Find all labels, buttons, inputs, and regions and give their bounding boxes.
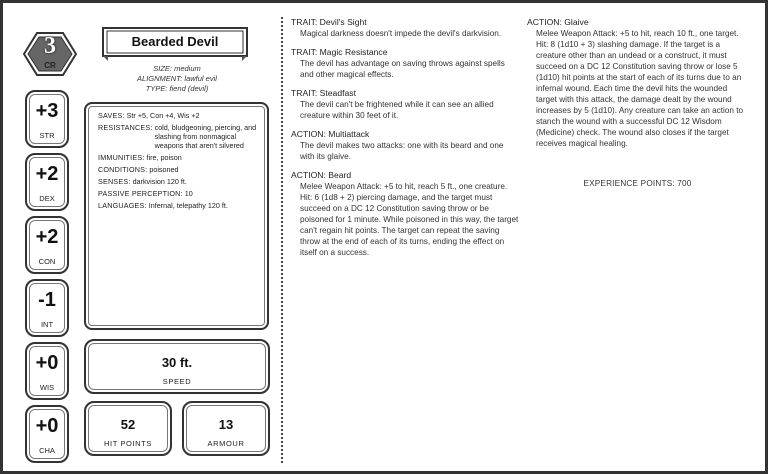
ability-label: DEX <box>39 194 55 203</box>
property-row <box>98 153 261 162</box>
hit-points-label: HIT POINTS <box>104 439 152 448</box>
ability-con <box>25 216 69 274</box>
action-heading: ACTION: Multiattack <box>291 129 370 139</box>
speed-box <box>84 339 270 394</box>
speed-label: SPEED <box>162 377 192 386</box>
property-value: darkvision 120 ft. <box>132 177 187 186</box>
property-value: fire, poison <box>146 153 182 162</box>
ability-label: STR <box>39 131 55 140</box>
property-key: SAVES: <box>98 111 125 120</box>
challenge-rating-value: 3 <box>44 33 56 59</box>
ability-modifier: +3 <box>35 100 59 122</box>
ability-modifier: -1 <box>38 289 56 311</box>
type-line: TYPE: fiend (devil) <box>145 84 209 93</box>
property-value: Infernal, telepathy 120 ft. <box>148 201 228 210</box>
ability-label: INT <box>40 320 54 329</box>
property-row <box>98 201 261 210</box>
property-value: poisoned <box>149 165 179 174</box>
trait-heading: TRAIT: Steadfast <box>291 88 356 98</box>
challenge-rating-label: CR <box>44 61 56 70</box>
property-value: 10 <box>184 189 193 198</box>
trait-text: The devil has advantage on saving throws against spells and other magical effects. <box>300 59 505 79</box>
action-block <box>291 170 519 258</box>
ability-modifier: +0 <box>35 352 59 374</box>
ability-str <box>25 90 69 148</box>
armour-label: ARMOUR <box>207 439 245 448</box>
ability-label: CHA <box>39 446 55 455</box>
properties-panel <box>84 102 269 330</box>
column-divider <box>281 17 283 463</box>
property-row <box>98 111 261 120</box>
property-key: CONDITIONS: <box>98 165 148 174</box>
ability-cha <box>25 405 69 463</box>
action-block <box>527 17 749 149</box>
ability-modifier: +2 <box>35 163 59 185</box>
traits-column-2 <box>527 17 749 157</box>
armour-box <box>182 401 270 456</box>
trait-text: The devil can't be frightened while it can see an allied creature within 30 feet of it. <box>300 100 494 120</box>
trait-heading: TRAIT: Magic Resistance <box>291 47 388 57</box>
alignment-line: ALIGNMENT: lawful evil <box>137 74 217 83</box>
trait-heading: TRAIT: Devil's Sight <box>291 17 367 27</box>
property-row <box>98 177 261 186</box>
action-text: The devil makes two attacks: one with its beard and one with its glaive. <box>300 141 504 161</box>
property-key: IMMUNITIES: <box>98 153 145 162</box>
property-row <box>98 165 261 174</box>
hit-points-value: 52 <box>120 417 136 432</box>
property-value: Str +5, Con +4, Wis +2 <box>126 111 200 120</box>
property-row <box>98 189 261 198</box>
speed-value: 30 ft. <box>161 355 193 370</box>
property-key: SENSES: <box>98 177 131 186</box>
trait-block <box>291 47 519 80</box>
action-block <box>291 129 519 162</box>
ability-int <box>25 279 69 337</box>
action-text: Melee Weapon Attack: +5 to hit, reach 10 ft., one target. Hit: 8 (1d10 + 3) slashing damage. If the target is a creature other than an undead or a construct, it must succeed on a DC 12 Constitution saving throw or lose 5 (1d10) hit points at the start of each of its turns due to an infernal wound. Each time the devil hits the wounded target with this attack, the damage dealt by the wound increases by 5 (1d10). Any creature can take an action to stanch the wound with a successful DC 12 Wisdom (Medicine) check. The wound also closes if the target receives magical healing. <box>536 29 744 148</box>
hit-points-box <box>84 401 172 456</box>
size-line: SIZE: medium <box>153 64 201 73</box>
ability-dex <box>25 153 69 211</box>
property-row <box>98 123 261 150</box>
property-key: LANGUAGES: <box>98 201 147 210</box>
ability-modifier: +2 <box>35 226 59 248</box>
property-value: cold, bludgeoning, piercing, and slashing from nonmagical weapons that aren't silvered <box>154 123 257 150</box>
creature-name: Bearded Devil <box>131 34 219 49</box>
action-heading: ACTION: Beard <box>291 170 352 180</box>
ability-modifier: +0 <box>35 415 59 437</box>
trait-text: Magical darkness doesn't impede the devil's darkvision. <box>300 29 502 38</box>
property-key: PASSIVE PERCEPTION: <box>98 189 183 198</box>
armour-value: 13 <box>218 417 234 432</box>
ability-wis <box>25 342 69 400</box>
traits-column-1 <box>291 17 519 266</box>
property-key: RESISTANCES: <box>98 123 153 132</box>
trait-block <box>291 88 519 121</box>
action-text: Melee Weapon Attack: +5 to hit, reach 5 ft., one creature. Hit: 6 (1d8 + 2) piercing damage, and the target must succeed on a DC 12 Constitution saving throw or be poisoned for 1 minute. While poisoned in this way, the target can't regain hit points. The target can repeat the saving throw at the end of each of its turns, ending the effect on itself on a success. <box>300 182 519 257</box>
ability-label: WIS <box>39 383 55 392</box>
ability-label: CON <box>38 257 56 266</box>
experience-points: EXPERIENCE POINTS: 700 <box>583 179 692 188</box>
trait-block <box>291 17 519 39</box>
action-heading: ACTION: Glaive <box>527 17 589 27</box>
